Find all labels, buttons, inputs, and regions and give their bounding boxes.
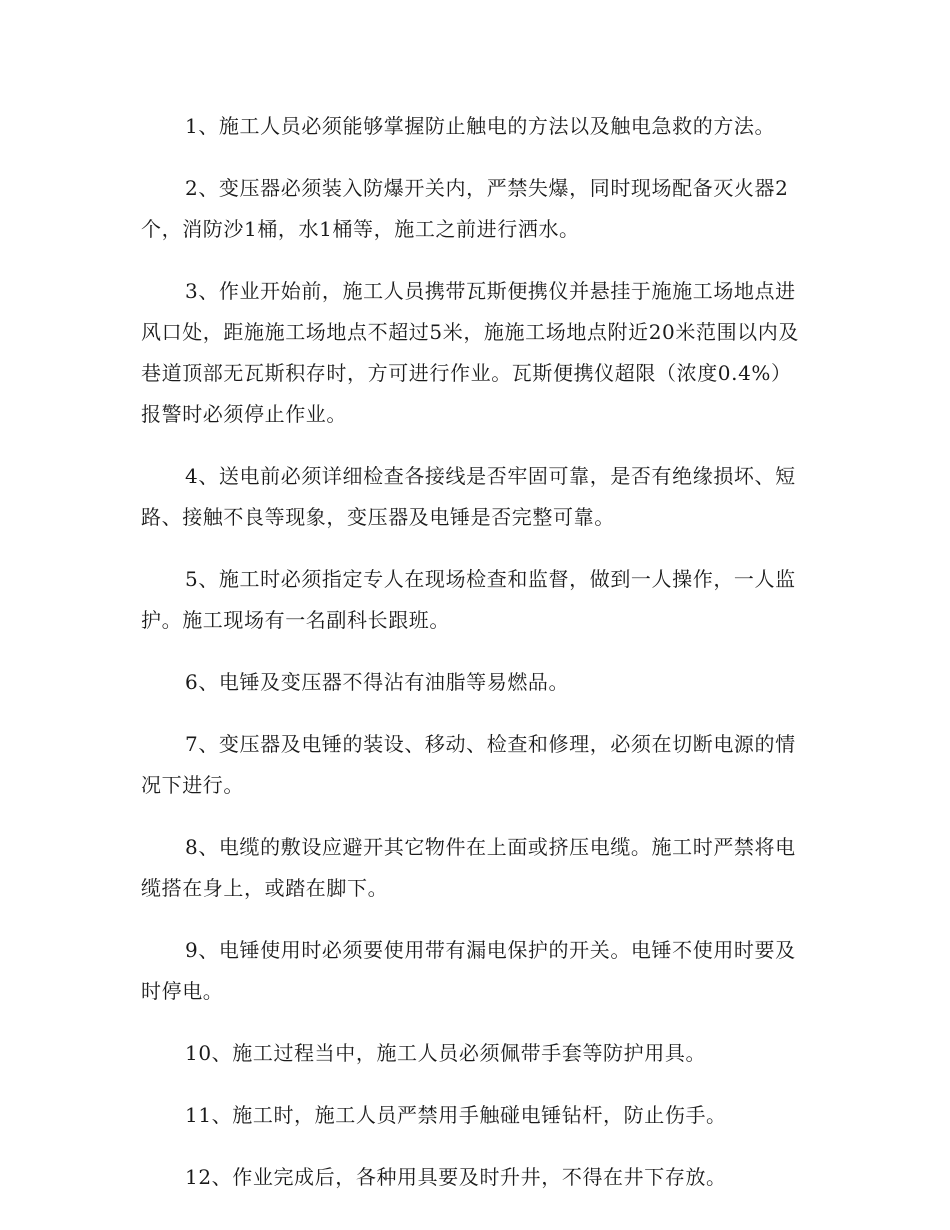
- paragraph-2: 2、变压器必须装入防爆开关内，严禁失爆，同时现场配备灭火器2个，消防沙1桶，水1桶等，施工之前进行洒水。: [141, 176, 789, 241]
- paragraph-8: 8、电缆的敷设应避开其它物件在上面或挤压电缆。施工时严禁将电缆搭在身上，或踏在脚下。: [141, 835, 796, 900]
- paragraph-7: 7、变压器及电锤的装设、移动、检查和修理，必须在切断电源的情况下进行。: [141, 732, 796, 797]
- paragraph-6: 6、电锤及变压器不得沾有油脂等易燃品。: [185, 670, 570, 694]
- paragraph-9: 9、电锤使用时必须要使用带有漏电保护的开关。电锤不使用时要及时停电。: [141, 938, 796, 1003]
- paragraph-4: 4、送电前必须详细检查各接线是否牢固可靠，是否有绝缘损坏、短路、接触不良等现象，变压器及电锤是否完整可靠。: [141, 464, 796, 529]
- paragraph-5: 5、施工时必须指定专人在现场检查和监督，做到一人操作，一人监护。施工现场有一名副科长跟班。: [141, 567, 796, 632]
- document-body: [141, 106, 806, 1219]
- paragraph-3: 3、作业开始前，施工人员携带瓦斯便携仪并悬挂于施施工场地点进风口处，距施施工场地点不超过5米，施施工场地点附近20米范围以内及巷道顶部无瓦斯积存时，方可进行作业。瓦斯便携仪超限（浓度0.4%）报警时必须停止作业。: [141, 279, 799, 426]
- paragraph-1: 1、施工人员必须能够掌握防止触电的方法以及触电急救的方法。: [185, 114, 776, 138]
- paragraph-12: 12、作业完成后，各种用具要及时升井，不得在井下存放。: [185, 1165, 727, 1189]
- paragraph-11: 11、施工时，施工人员严禁用手触碰电锤钻杆，防止伤手。: [185, 1103, 727, 1127]
- paragraph-10: 10、施工过程当中，施工人员必须佩带手套等防护用具。: [185, 1041, 707, 1065]
